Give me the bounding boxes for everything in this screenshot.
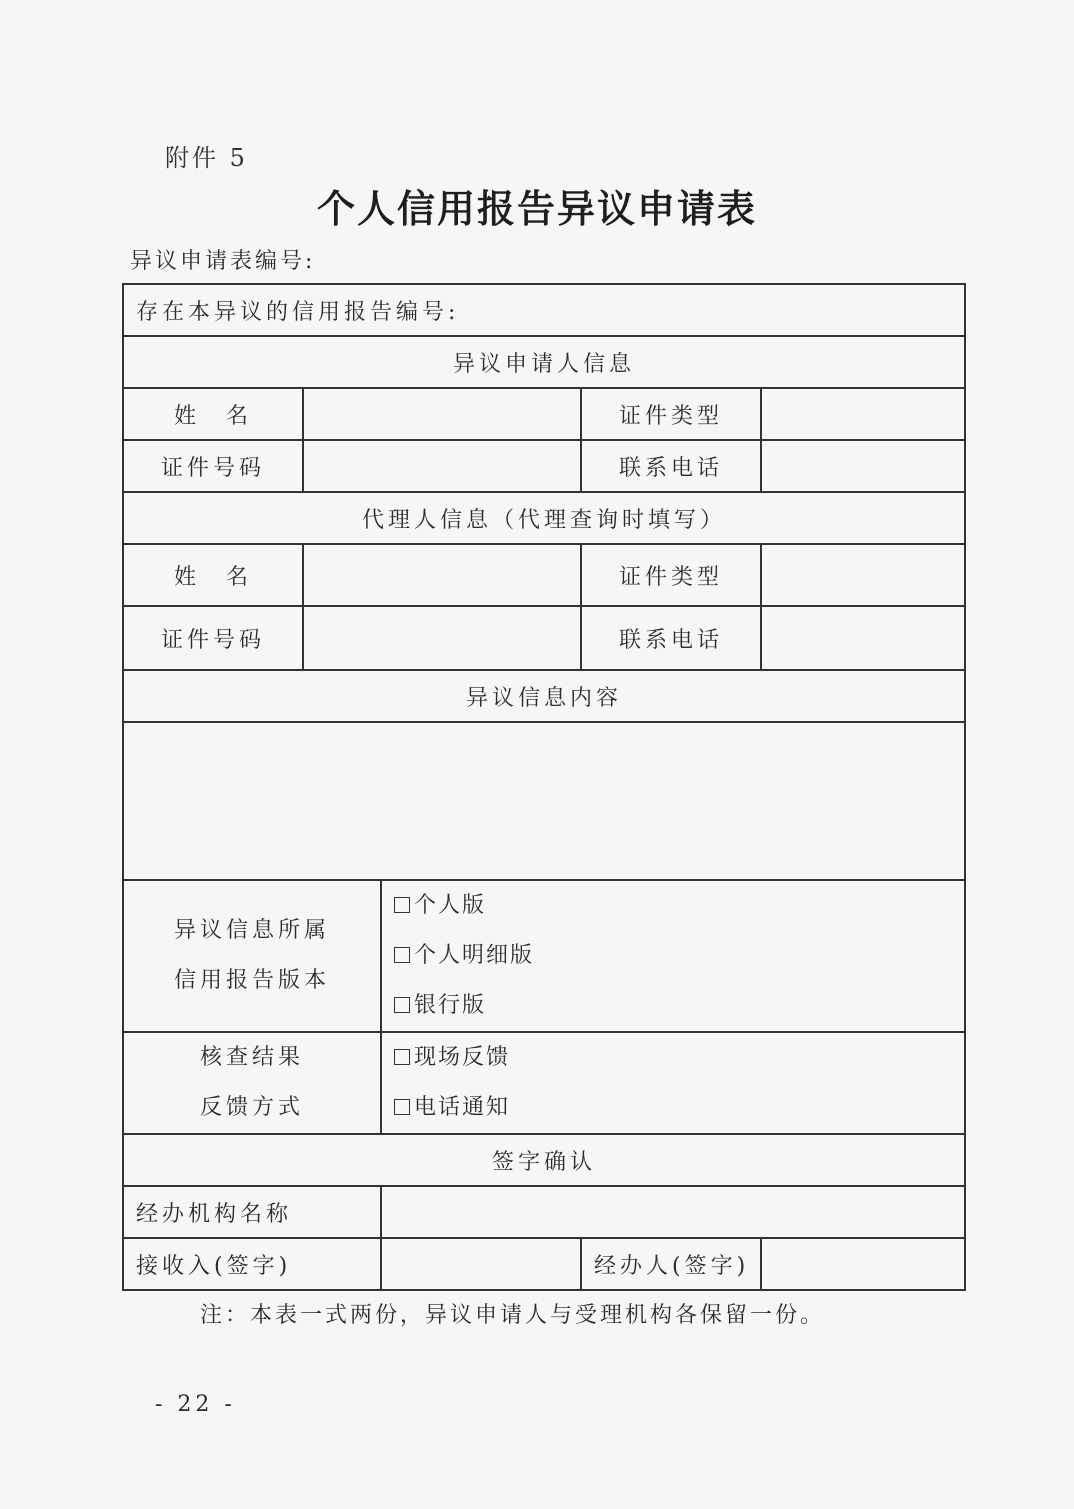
feedback-method-label-line1: 核查结果 bbox=[199, 1045, 304, 1070]
agent-id-number-field[interactable] bbox=[303, 606, 581, 670]
applicant-id-type-field[interactable] bbox=[761, 388, 965, 440]
agent-section-header: 代理人信息（代理查询时填写） bbox=[123, 492, 965, 544]
report-version-options bbox=[381, 880, 965, 1032]
applicant-id-type-label: 证件类型 bbox=[581, 388, 761, 440]
agent-id-type-label: 证件类型 bbox=[581, 544, 761, 606]
agent-id-type-field[interactable] bbox=[761, 544, 965, 606]
agent-phone-field[interactable] bbox=[761, 606, 965, 670]
applicant-phone-label: 联系电话 bbox=[581, 440, 761, 492]
signature-section-header: 签字确认 bbox=[123, 1134, 965, 1186]
report-version-label bbox=[123, 880, 381, 1032]
checkbox-icon[interactable] bbox=[394, 897, 410, 913]
dispute-form-table bbox=[122, 283, 966, 1291]
feedback-method-label bbox=[123, 1032, 381, 1134]
agent-name-field[interactable] bbox=[303, 544, 581, 606]
checkbox-icon[interactable] bbox=[394, 947, 410, 963]
attachment-label: 附件 5 bbox=[165, 144, 248, 172]
page-number: - 22 - bbox=[155, 1392, 236, 1417]
applicant-id-number-field[interactable] bbox=[303, 440, 581, 492]
form-number-label: 异议申请表编号: bbox=[130, 249, 316, 274]
applicant-phone-field[interactable] bbox=[761, 440, 965, 492]
dispute-content-header: 异议信息内容 bbox=[123, 670, 965, 722]
applicant-name-label: 姓 名 bbox=[123, 388, 303, 440]
feedback-method-options bbox=[381, 1032, 965, 1134]
feedback-option-phone[interactable]: 电话通知 bbox=[382, 1083, 964, 1133]
report-version-label-line2: 信用报告版本 bbox=[173, 968, 330, 993]
dispute-content-field[interactable] bbox=[123, 722, 965, 880]
applicant-id-number-label: 证件号码 bbox=[123, 440, 303, 492]
version-option-personal-detail[interactable]: 个人明细版 bbox=[382, 931, 964, 981]
version-option-personal[interactable]: 个人版 bbox=[382, 881, 964, 931]
agency-name-label: 经办机构名称 bbox=[123, 1186, 381, 1238]
report-version-label-line1: 异议信息所属 bbox=[173, 918, 330, 943]
receiver-signature-field[interactable] bbox=[381, 1238, 581, 1290]
applicant-section-header: 异议申请人信息 bbox=[123, 336, 965, 388]
checkbox-icon[interactable] bbox=[394, 1099, 410, 1115]
applicant-name-field[interactable] bbox=[303, 388, 581, 440]
footer-note: 注：本表一式两份，异议申请人与受理机构各保留一份。 bbox=[200, 1303, 826, 1328]
report-number-label: 存在本异议的信用报告编号: bbox=[123, 284, 965, 336]
receiver-signature-label: 接收入(签字) bbox=[123, 1238, 381, 1290]
checkbox-icon[interactable] bbox=[394, 997, 410, 1013]
agent-name-label: 姓 名 bbox=[123, 544, 303, 606]
handler-signature-field[interactable] bbox=[761, 1238, 965, 1290]
feedback-option-onsite[interactable]: 现场反馈 bbox=[382, 1033, 964, 1083]
agent-phone-label: 联系电话 bbox=[581, 606, 761, 670]
agent-id-number-label: 证件号码 bbox=[123, 606, 303, 670]
version-option-bank[interactable]: 银行版 bbox=[382, 981, 964, 1031]
handler-signature-label: 经办人(签字) bbox=[581, 1238, 761, 1290]
feedback-method-label-line2: 反馈方式 bbox=[199, 1095, 304, 1120]
agency-name-field[interactable] bbox=[381, 1186, 965, 1238]
form-title: 个人信用报告异议申请表 bbox=[316, 186, 757, 231]
checkbox-icon[interactable] bbox=[394, 1049, 410, 1065]
